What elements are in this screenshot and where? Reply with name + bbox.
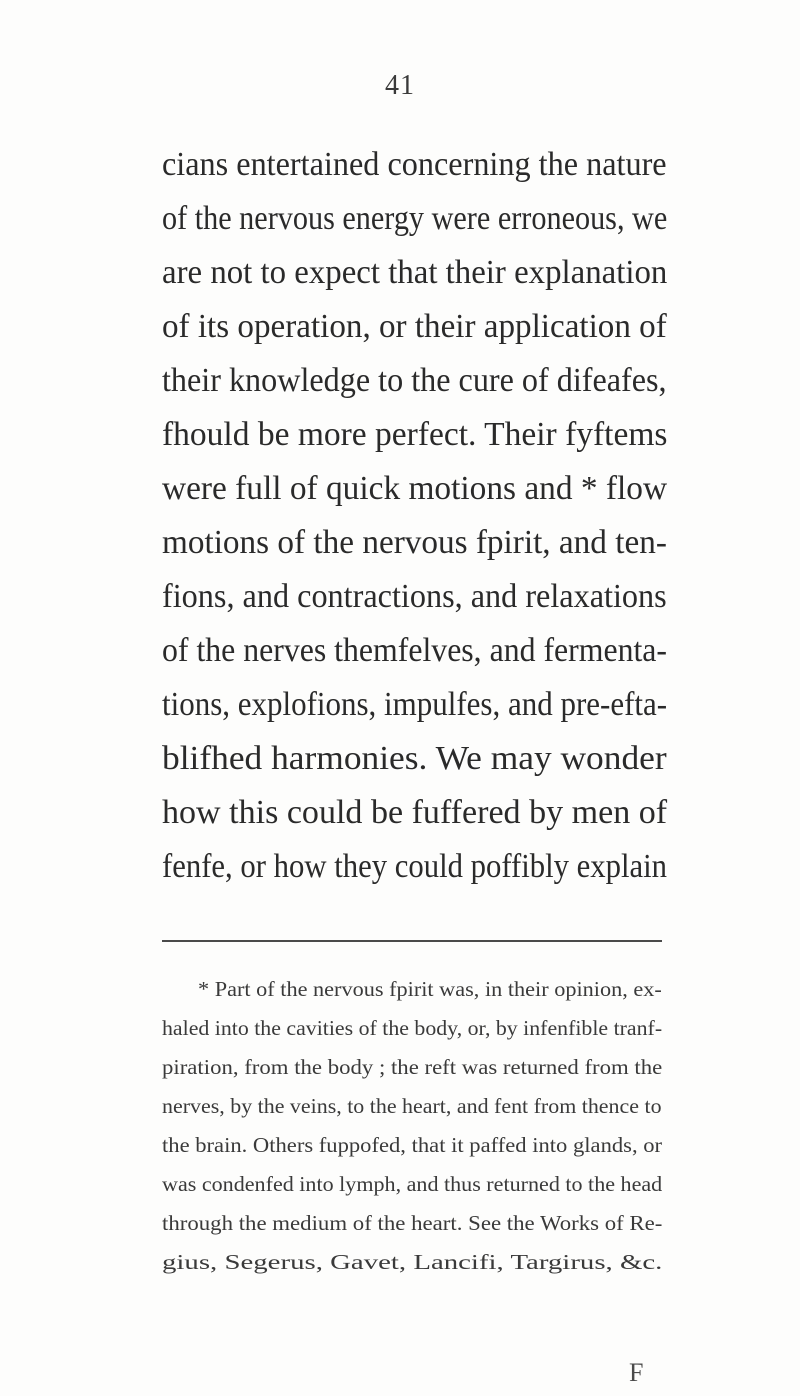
body-line: of its operation, or their application of (162, 308, 667, 345)
body-line: are not to expect that their explanation (162, 254, 668, 291)
footnote-line: piration, from the body ; the reft was returned from the (162, 1055, 663, 1079)
body-line: fions, and contractions, and relaxations (162, 578, 667, 615)
footnote-rule (162, 940, 662, 942)
footnote-line: haled into the cavities of the body, or, by infenfible tranf- (162, 1016, 663, 1040)
page-number: 41 (385, 70, 415, 101)
body-line: cians entertained concerning the nature (162, 146, 667, 183)
body-line: their knowledge to the cure of difeafes, (162, 362, 667, 399)
footnote-line: the brain. Others fuppofed, that it paffed into glands, or (162, 1133, 663, 1157)
footnote-line: nerves, by the veins, to the heart, and fent from thence to (162, 1094, 662, 1118)
body-line: of the nervous energy were erroneous, we (162, 200, 668, 237)
footnote-line: gius, Segerus, Gavet, Lancifi, Targirus, &c. (162, 1250, 663, 1274)
body-line: fhould be more perfect. Their fyftems (162, 416, 668, 453)
catchword: F (629, 1358, 644, 1387)
footnote-line: was condenfed into lymph, and thus returned to the head (162, 1172, 663, 1196)
body-line: of the nerves themfelves, and fermenta- (162, 632, 668, 669)
body-line: were full of quick motions and * flow (162, 470, 668, 507)
body-line: how this could be fuffered by men of (162, 794, 668, 831)
body-line: blifhed harmonies. We may wonder (162, 740, 667, 777)
footnote-line: through the medium of the heart. See the Works of Re- (162, 1211, 663, 1235)
body-line: tions, explofions, impulfes, and pre-efta- (162, 686, 668, 723)
body-line: motions of the nervous fpirit, and ten- (162, 524, 667, 561)
body-line: fenfe, or how they could poffibly explain (162, 848, 668, 885)
footnote-line: * Part of the nervous fpirit was, in their opinion, ex- (198, 977, 662, 1001)
